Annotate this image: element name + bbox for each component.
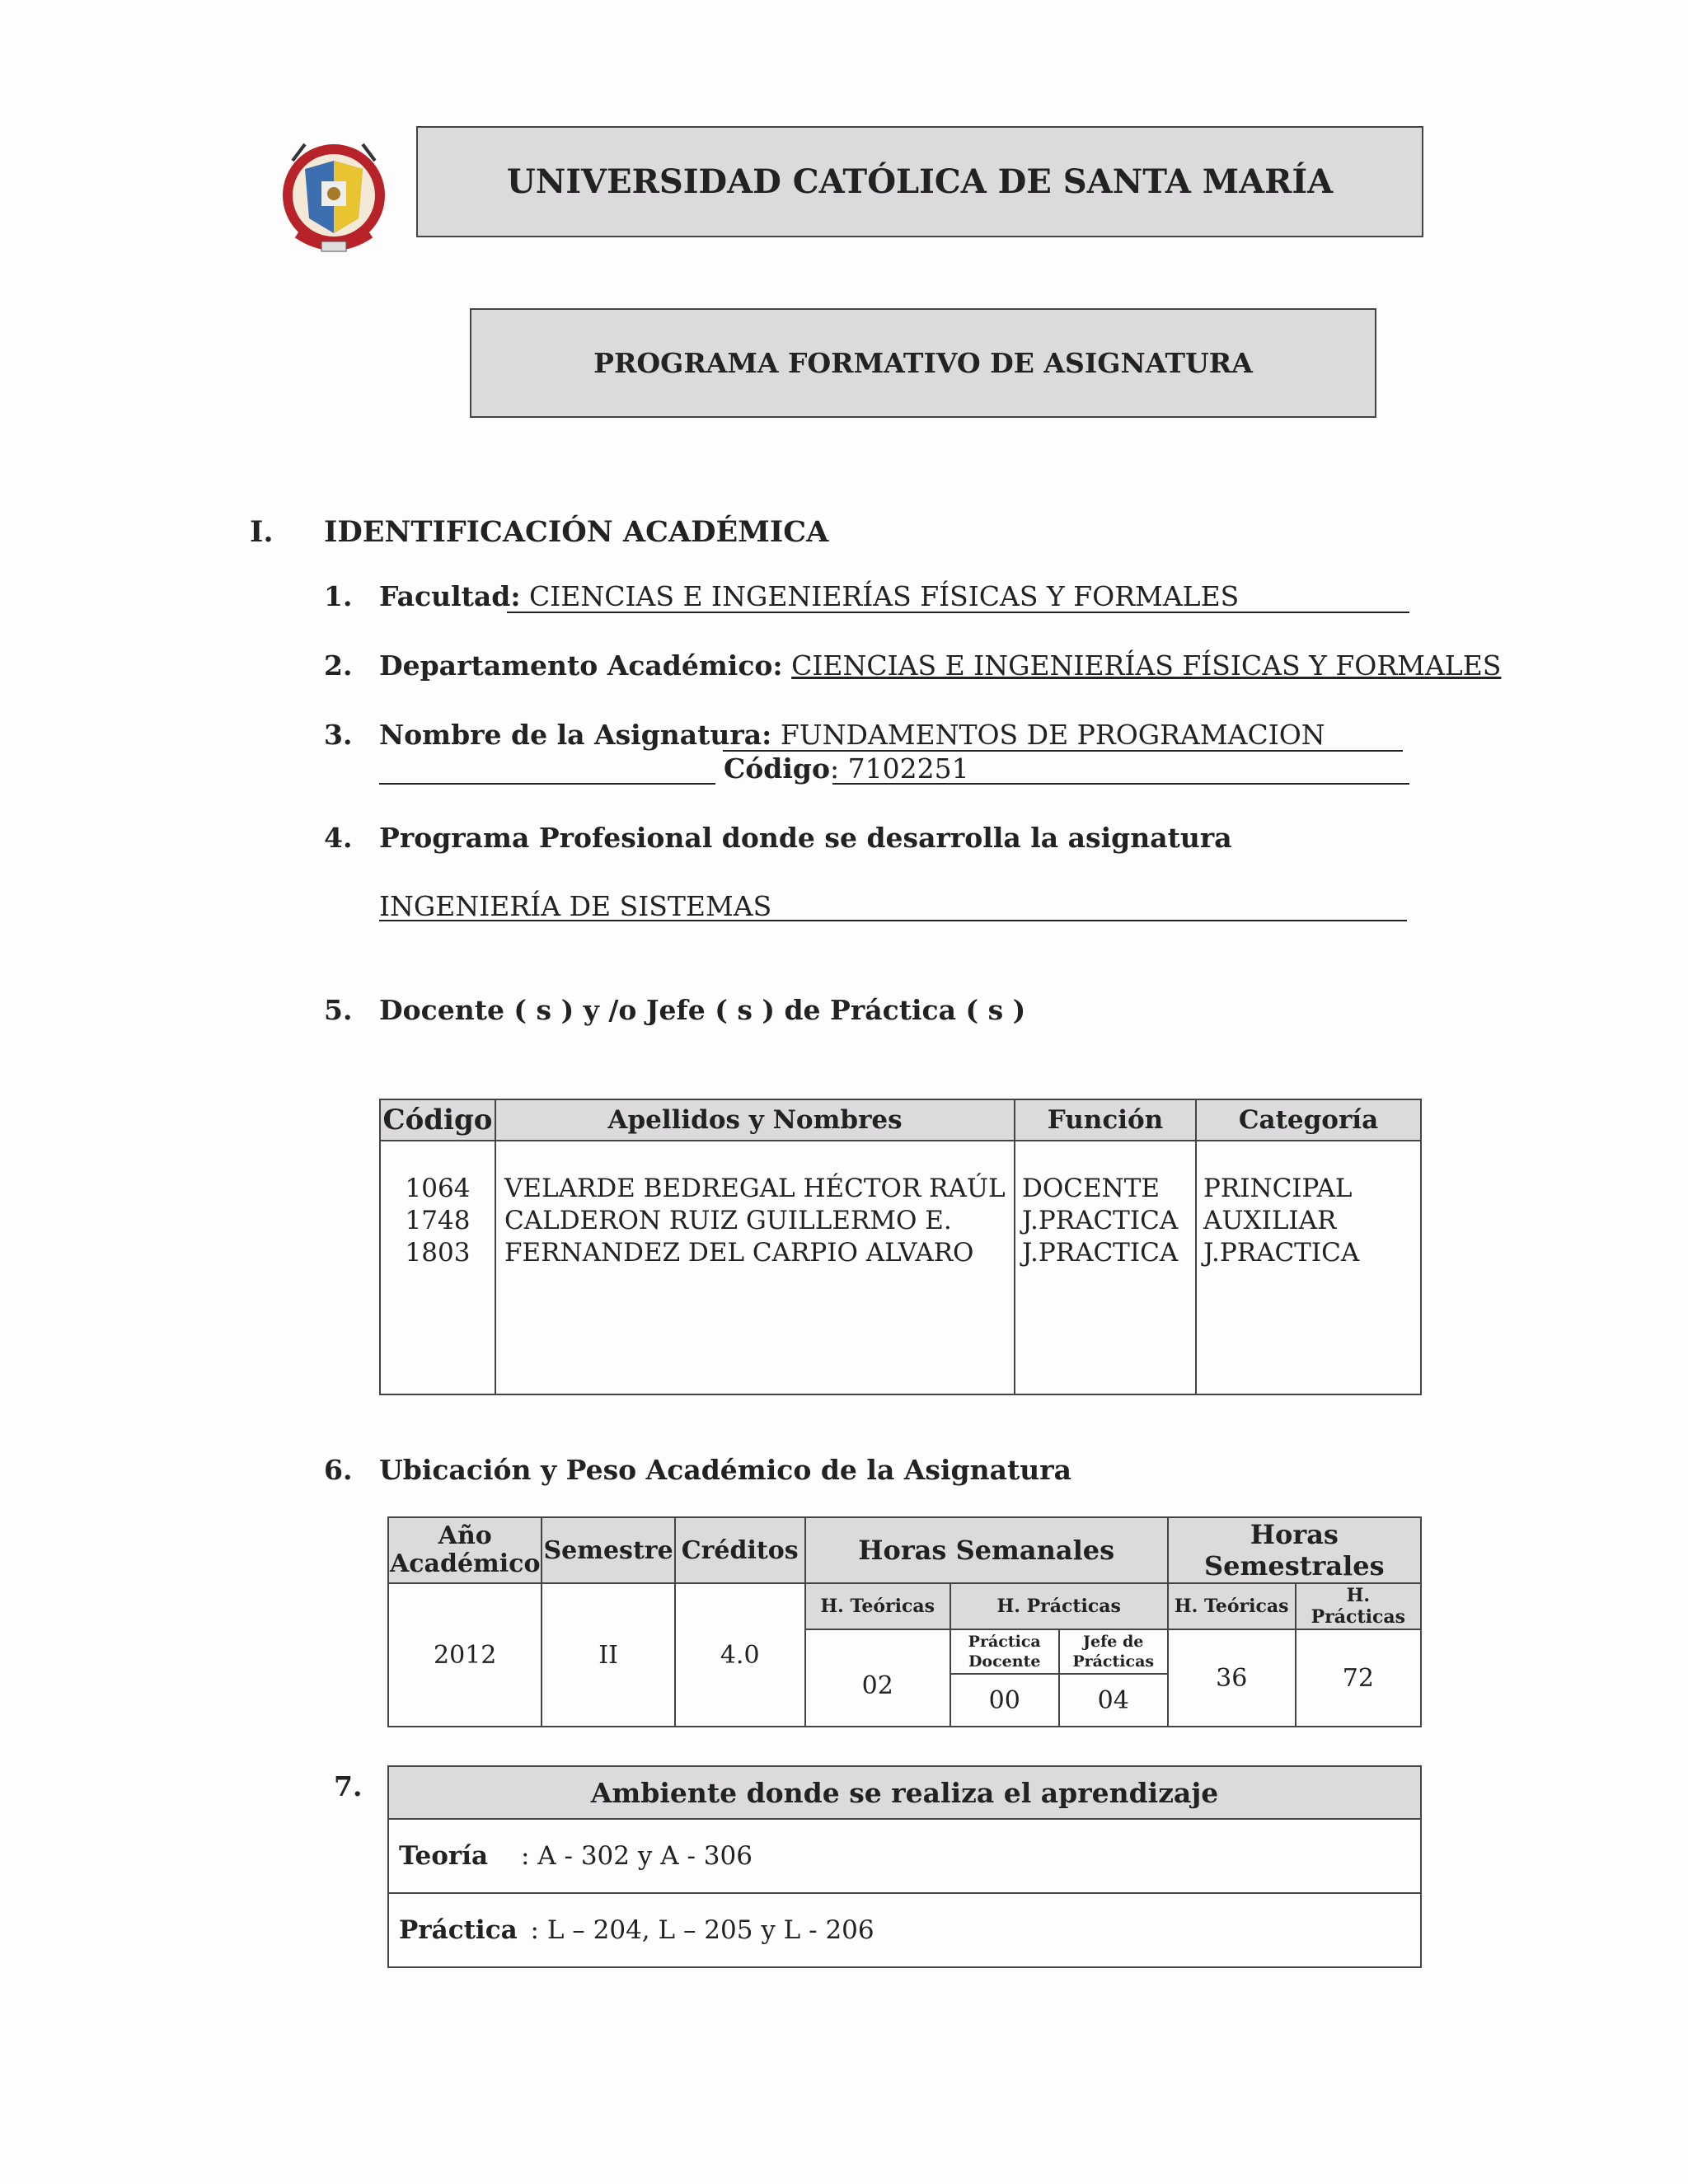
asignatura-row (379, 719, 1325, 751)
asignatura-underline-2 (379, 783, 715, 785)
programa-underline (379, 920, 1407, 921)
codigos-cell (380, 1141, 495, 1394)
practica-row (388, 1893, 1421, 1967)
item-number-3: 3. (324, 719, 353, 751)
header-codigo: Código (380, 1099, 495, 1141)
asignatura-underline (723, 750, 1403, 752)
practica-cell (388, 1893, 1421, 1967)
header-semestral-teoricas: H. Teóricas (1168, 1583, 1296, 1629)
teoria-value: : A - 302 y A - 306 (520, 1841, 753, 1871)
codigo-2: 1748 (405, 1206, 471, 1235)
funcion-2: J.PRACTICA (1022, 1206, 1179, 1235)
ambiente-table (387, 1765, 1422, 1968)
asignatura-label: Nombre de la Asignatura: (379, 719, 772, 751)
creditos-value: 4.0 (675, 1583, 805, 1727)
section-title: IDENTIFICACIÓN ACADÉMICA (324, 515, 829, 549)
facultad-underline (507, 612, 1409, 613)
item-number-5: 5. (324, 994, 353, 1026)
categoria-1: PRINCIPAL (1203, 1174, 1353, 1203)
teoria-row (388, 1819, 1421, 1893)
docentes-body-row (380, 1141, 1421, 1394)
nombre-2: CALDERON RUIZ GUILLERMO E. (504, 1206, 952, 1235)
program-title-box (470, 308, 1376, 418)
program-title: PROGRAMA FORMATIVO DE ASIGNATURA (593, 347, 1253, 379)
semestral-teoricas-value: 36 (1168, 1629, 1296, 1727)
docentes-header-row (380, 1099, 1421, 1141)
university-title-box (416, 126, 1423, 237)
categorias-cell (1196, 1141, 1421, 1394)
practica-value: : L – 204, L – 205 y L - 206 (530, 1915, 874, 1945)
item-number-6: 6. (324, 1454, 353, 1486)
practica-docente-value: 00 (950, 1674, 1059, 1727)
codigo-value: 7102251 (847, 752, 969, 785)
teoria-cell (388, 1819, 1421, 1893)
header-sem-practicas: H. Prácticas (950, 1583, 1168, 1629)
departamento-value: CIENCIAS E INGENIERÍAS FÍSICAS Y FORMALES (791, 649, 1502, 682)
teoria-label: Teoría (399, 1841, 489, 1871)
departamento-row (379, 649, 1501, 682)
header-sem-teoricas: H. Teóricas (805, 1583, 950, 1629)
facultad-label: Facultad: (379, 580, 521, 612)
asignatura-value: FUNDAMENTOS DE PROGRAMACION (780, 719, 1325, 751)
funcion-1: DOCENTE (1022, 1174, 1160, 1203)
ubicacion-label: Ubicación y Peso Académico de la Asignatura (379, 1454, 1071, 1486)
header-semestre: Semestre (542, 1517, 674, 1583)
nombre-1: VELARDE BEDREGAL HÉCTOR RAÚL (504, 1174, 1006, 1203)
facultad-row (379, 580, 1239, 612)
ambiente-header-row (388, 1766, 1421, 1819)
item-number-4: 4. (324, 822, 353, 854)
codigo-1: 1064 (405, 1174, 471, 1203)
semestre-value: II (542, 1583, 674, 1727)
item-number-2: 2. (324, 649, 353, 682)
codigo-label: Código (724, 752, 830, 785)
docentes-label: Docente ( s ) y /o Jefe ( s ) de Práctica ( s ) (379, 994, 1026, 1026)
header-jefe-practicas: Jefe de Prácticas (1059, 1629, 1168, 1674)
ub-subheader-row (388, 1583, 1421, 1629)
item-number-1: 1. (324, 580, 353, 612)
semestral-practicas-value: 72 (1296, 1629, 1421, 1727)
categoria-3: J.PRACTICA (1203, 1238, 1360, 1268)
funciones-cell (1015, 1141, 1196, 1394)
codigo-row: Código: 7102251 (724, 752, 969, 785)
nombres-cell (495, 1141, 1015, 1394)
programa-value: INGENIERÍA DE SISTEMAS (379, 890, 772, 922)
item-number-7: 7. (334, 1770, 363, 1802)
header-creditos: Créditos (675, 1517, 805, 1583)
departamento-label: Departamento Académico: (379, 649, 783, 682)
header-practica-docente: Práctica Docente (950, 1629, 1059, 1674)
funcion-3: J.PRACTICA (1022, 1238, 1179, 1268)
ubicacion-table (387, 1516, 1422, 1727)
codigo-underline (832, 783, 1409, 785)
header-nombres: Apellidos y Nombres (495, 1099, 1015, 1141)
categoria-2: AUXILIAR (1203, 1206, 1337, 1235)
ub-header-row (388, 1517, 1421, 1583)
ambiente-title: Ambiente donde se realiza el aprendizaje (388, 1766, 1421, 1819)
header-anio: Año Académico (388, 1517, 542, 1583)
docentes-table (379, 1099, 1422, 1395)
jefe-practicas-value: 04 (1059, 1674, 1168, 1727)
codigo-3: 1803 (405, 1238, 471, 1268)
university-title: UNIVERSIDAD CATÓLICA DE SANTA MARÍA (506, 162, 1334, 201)
programa-label: Programa Profesional donde se desarrolla la asignatura (379, 822, 1232, 854)
practica-label: Práctica (399, 1915, 518, 1945)
header-horas-semestrales: Horas Semestrales (1168, 1517, 1421, 1583)
header-semestral-practicas: H. Prácticas (1296, 1583, 1421, 1629)
anio-value: 2012 (388, 1583, 542, 1727)
sem-teoricas-value: 02 (805, 1629, 950, 1727)
nombre-3: FERNANDEZ DEL CARPIO ALVARO (504, 1238, 974, 1268)
university-crest-logo (276, 136, 392, 260)
header-horas-semanales: Horas Semanales (805, 1517, 1168, 1583)
header-funcion: Función (1015, 1099, 1196, 1141)
header-categoria: Categoría (1196, 1099, 1421, 1141)
facultad-value: CIENCIAS E INGENIERÍAS FÍSICAS Y FORMALES (529, 580, 1240, 612)
section-number: I. (250, 515, 274, 549)
